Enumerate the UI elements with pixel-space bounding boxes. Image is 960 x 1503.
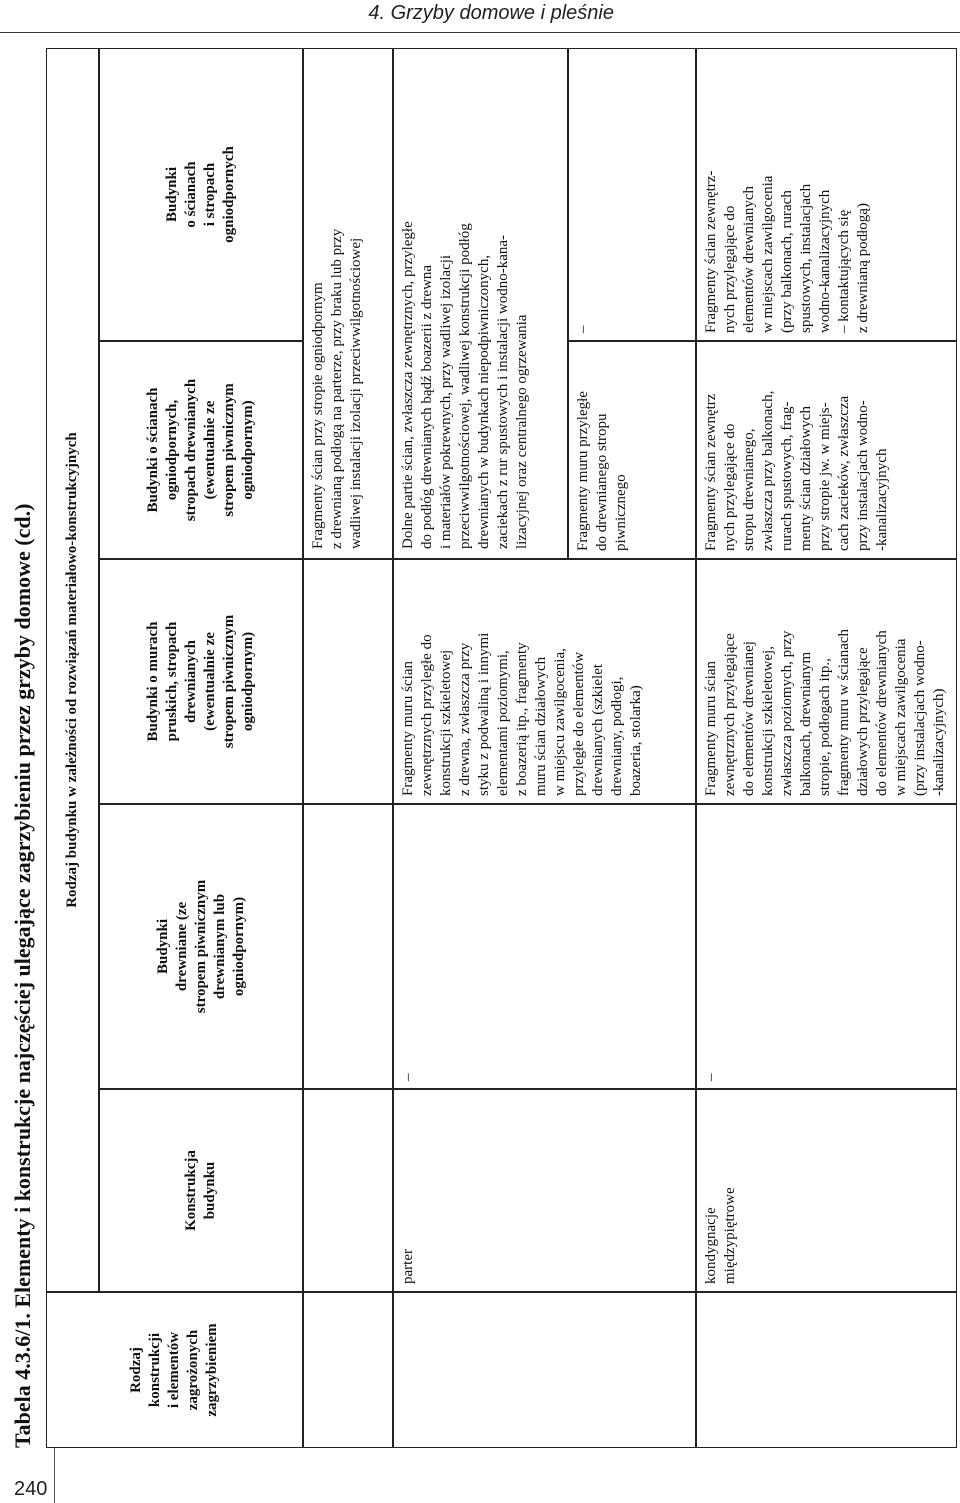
row2-col5-text: Fragmenty muru przyległe do drewnianego stropu piwnicznego <box>575 391 629 551</box>
header-group-label: Rodzaj budynku w zależności od rozwiązań materiałowo-konstrukcyjnych <box>64 432 80 908</box>
header-col3-label: Budynki drewniane (ze stropem piwnicznym drewnianym lub ogniodpornym) <box>154 879 247 1014</box>
page-number: 240 <box>14 1478 48 1500</box>
row2-col3-text: – <box>400 1073 416 1081</box>
row2-span-text: Dolne partie ścian, zwłaszcza zewnętrznych, przyległe do podłóg drewnianych bądź boazerii z drewna i materiałów pokrewnych, przy wadliwej izolacji przeciwwilgotnościowej, wadliwej konstrukcji podłóg drewnianych w budynkach niepodpiwniczonych, zaciekach z rur spustowych i instalacji wodno-kana- lizacyjnej oraz centralnego ogrzewania <box>400 221 530 549</box>
row2-col4-text: Fragmenty muru ścian zewnętrznych przyległe do konstrukcji szkieletowej z drewna, zwłaszcza przy styku z podwaliną i innymi elementami poziomymi, z boazerią itp., fragmenty muru ścian działowych w miejscu zawilgocenia, przyległe do elementów drewnianych (szkielet drewniany, podłogi, boazeria, stolarka) <box>400 632 644 796</box>
header-col1-label: Rodzaj konstrukcji i elementów zagrożonych zagrzybieniem <box>128 1323 220 1417</box>
table <box>46 48 957 1448</box>
header-col4-label: Budynki o murach pruskich, stropach drewnianych (ewentualnie ze stropem piwnicznym ogniodpornym) <box>145 614 256 749</box>
header-col2-label: Konstrukcja budynku <box>183 1150 218 1231</box>
row2-col6-text: – <box>575 325 591 333</box>
header-col5-label: Budynki o ścianach ogniodpornych, stropach drewnianych (ewentualnie ze stropem piwnicznym ogniodpornym) <box>145 378 256 522</box>
row1-col4 <box>303 559 393 804</box>
chapter-header: 4. Grzyby domowe i pleśnie <box>368 2 614 24</box>
row2-construction: parter <box>400 1249 416 1284</box>
row1-col1 <box>303 1292 393 1448</box>
row3-col5-text: Fragmenty ścian zewnętrz nych przylegające do stropu drewnianego, zwłaszcza przy balkonach, rurach spustowych, frag- menty ścian działowych przy stropie jw. w miejs- cach zacieków, zwłaszcza przy instalacjach wodno- -kanalizacyjnych <box>703 390 890 551</box>
page-number-rule <box>54 1448 55 1503</box>
row1-span-text: Fragmenty ścian przy stropie ogniodpornym z drewnianą podłogą na parterze, przy braku lub przy wadliwej instalacji izolacji przeciwwilgotnościowej <box>310 228 364 549</box>
row3-col3-text: – <box>703 1073 719 1081</box>
row3-col4-text: Fragmenty muru ścian zewnętrznych przylegające do elementów drewnianej konstrukcji szkieletowej, zwłaszcza poziomych, przy balkonach, drewnianym stropie, podłogach itp., fragmenty muru w ścianach działowych przylegające do elementów drewnianych w miejscach zawilgocenia (przy instalacjach wodno- -kanalizacyjnych) <box>703 628 947 796</box>
table-caption: Tabela 4.3.6/1. Elementy i konstrukcje najczęściej ulegające zagrzybieniu przez grzyby domowe (cd.) <box>10 503 35 1448</box>
row3-col1 <box>696 1292 957 1448</box>
row1-col2 <box>303 1089 393 1292</box>
header-col6-label: Budynki o ścianach i stropach ogniodpornych <box>164 146 237 243</box>
row1-col3 <box>303 804 393 1089</box>
row3-construction: kondygnacje międzypiętrowe <box>703 1187 738 1284</box>
row3-col6-text: Fragmenty ścian zewnętrz- nych przylegające do elementów drewnianych w miejscach zawilgocenia (przy balkonach, rurach spustowych, instalacjach wodno-kanalizacyjnych – kontaktujących się z drewnianą podłogą) <box>703 170 871 333</box>
rotated-table-page <box>2 48 957 1448</box>
header-rule <box>0 32 960 33</box>
row2-col1 <box>393 1292 696 1448</box>
